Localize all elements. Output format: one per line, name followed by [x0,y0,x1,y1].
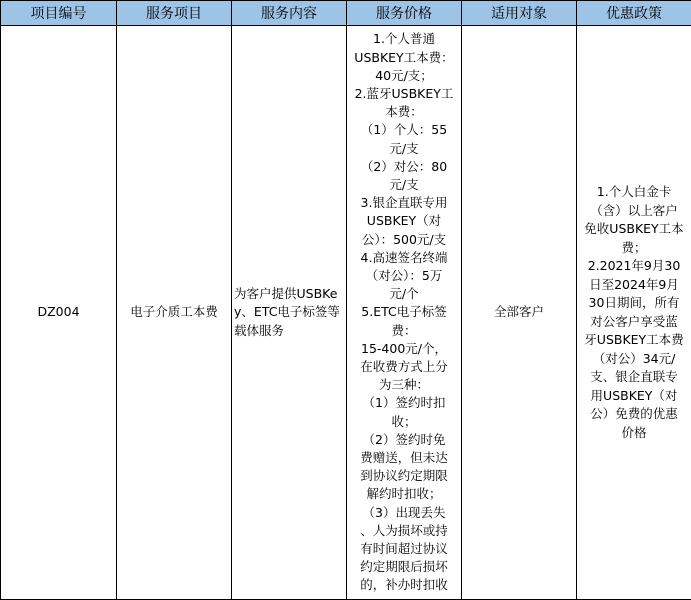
header-item-code: 项目编号 [1,1,117,26]
service-content: 为客户提供USBKey、ETC电子标签等载体服务 [234,286,340,338]
applicable-to-cell [462,26,577,600]
discount-policy-cell [577,26,691,600]
service-item: 电子介质工本费 [130,304,218,320]
service-item-cell [117,26,232,600]
discount-policy: 1.个人白金卡 （含）以上客户 免收USBKEY工本 费； 2.2021年9月30 日至2024年9月 30日期间，所有 对公客户享受蓝 牙USBKEY工本费 （对公）34元/ 支、银企直联专 用USBKEY（对 公）免费的优惠 价格 [584,184,684,440]
service-content-cell [232,26,347,600]
item-code-cell [1,26,117,600]
header-service-price: 服务价格 [347,1,462,26]
header-row [1,1,691,26]
table-row [1,26,691,600]
header-applicable-to: 适用对象 [462,1,577,26]
header-discount-policy: 优惠政策 [577,1,691,26]
table-body [1,26,691,600]
service-price: 1.个人普通 USBKEY工本费： 40元/支； 2.蓝牙USBKEY工 本费： （1）个人：55 元/支 （2）对公：80 元/支 3.银企直联专用 USBKEY（对 公）：500元/支 4.高速签名终端 （对公）：5万 元/个 5.ETC电子标签 费： 15-400元/个， 在收费方式上分 为三种： （1）签约时扣 收； （2）签约时免 费赠送，但未达 到协议约定期限 解约时扣收； （3）出现丢失 、人为损坏或持 有时间超过协议 约定期限后损坏 的，补办时扣收 [354,31,454,593]
header-service-item: 服务项目 [117,1,232,26]
applicable-to: 全部客户 [493,304,544,320]
service-price-cell [347,26,462,600]
table-header [1,1,691,26]
header-service-content: 服务内容 [232,1,347,26]
item-code: DZ004 [37,304,80,320]
